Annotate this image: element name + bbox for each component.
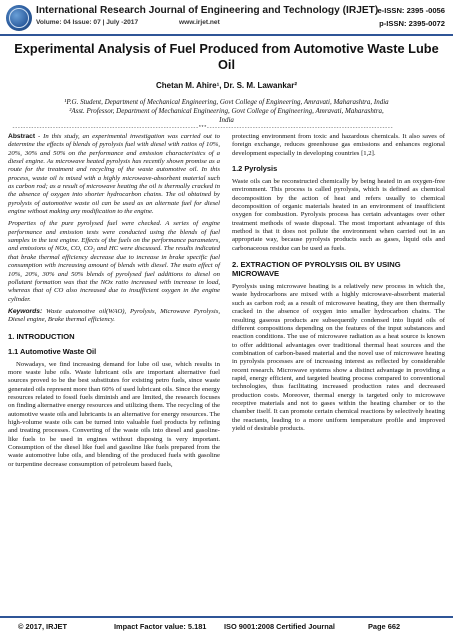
keywords-text: Waste automotive oil(WAO), Pyrolysis, Microwave Pyrolysis, Diesel engine, Brake thermal efficiency. [8,307,220,324]
section-separator: ---------------------------------------------------------------------***--------------------------------------------------------------------- [12,125,393,131]
paper-title: Experimental Analysis of Fuel Produced from Automotive Waste Lube Oil [14,41,439,72]
e-issn: e-ISSN: 2395 -0056 [377,6,445,15]
body-paragraph-continued: protecting environment from toxic and hazardous chemicals. It also saves of foreign exchange, reduces greenhouse gas emissions and enhances regional development especially in developing countries [1,2]. [232,133,445,157]
footer-divider [0,616,453,618]
journal-header [0,0,453,36]
subsection-heading-waste-oil: 1.1 Automotive Waste Oil [8,346,97,356]
footer-copyright: © 2017, IRJET [18,622,67,631]
affiliation-1: ¹P.G. Student, Department of Mechanical Engineering, Govt College of Engineering, Amravati, Maharashtra, India [64,98,389,106]
affiliation-2: ²Asst. Professor, Department of Mechanical Engineering, Govt College of Engineering, Amravati, Maharashtra, [69,107,384,115]
section-heading-extraction: 2. EXTRACTION OF PYROLYSIS OIL BY USING MICROWAVE [232,260,401,279]
keywords-label: Keywords: [8,307,43,315]
p-issn: p-ISSN: 2395-0072 [379,19,445,28]
right-column [232,133,445,437]
footer-iso: ISO 9001:2008 Certified Journal [224,622,335,631]
footer-page-number: Page 662 [368,622,401,631]
abstract-label: Abstract [8,133,36,140]
abstract-text: - In this study, an experimental investigation was carried out to determine the effects of blends of pyrolysis fuel with diesel with ratios of 10%, 20%, 30% and 50% on the performance and emission characteristics of a diesel engine. As microwave heated pyrolysis has recently shown promise as a route for the treatment and recycling of the waste automotive oil. In this process, waste oil is mixed with a highly microwave-absorbent material such as carbon rod; as a result of microwave heating the oil is thermally cracked in the absence of oxygen into shorter hydrocarbon chains. The oil obtained by pyrolysis of automotive waste oil can be used as an alternate fuel for diesel engine without making any modification to the engine. [8,133,220,216]
journal-title: International Research Journal of Engineering and Technology (IRJET) [36,5,379,16]
footer-impact-factor: Impact Factor value: 5.181 [114,622,207,631]
abstract-paragraph-2: Properties of the pure pyrolysed fuel were checked. A series of engine performance and emission tests were conducted using the blends of fuel samples in the test engine. Effects of the fuels on the performance parameters, and emissions of NOx, CO, CO₂ and HC were discussed. The results indicated that brake thermal efficiency decrease due to increase in brake specific fuel consumption with increasing amount of blends with diesel. The main effect of 10%, 20%, 30% and 50% blends of pyrolysed fuel additions to diesel on pollutant formation was that the NOx ratio increased with increase in load, whereas that of CO also increased due to insufficient oxygen in the engine cylinder. [8,220,220,303]
keywords-paragraph [8,308,220,325]
journal-url[interactable]: www.irjet.net [179,19,220,26]
body-paragraph-waste-oil: Nowadays, we find increasing demand for lube oil use, which results in more waste lube oils. Waste lubricant oils are important alternative fuel sources proved to be the best substitutes for existing petro fuels, since waste generated oils represent more than 60% of used lubricant oils. Since the energy resources related to fossil fuels diminish and are limited, the research focuses on finding alternative energy resources and utilizing them. The recycling of the automotive waste oils and lubricants is an alternative for energy resources. The high-volume waste oils can be turned into valuable fuel products by refining and treating processes. Converting of the waste oils into diesel and gasoline-like fuels to be used in engines without disposing is very important. Consumption of the diesel like fuel and gasoline like fuels prepared from the waste automotive lube oils, and blending of the produced fuels with gasoline or turpentine decrease consumption of petroleum based fuels, [8,360,220,468]
affiliation-2-country: India [219,116,234,124]
author-list: Chetan M. Ahire¹, Dr. S. M. Lawankar² [155,81,298,90]
body-paragraph-pyrolysis: Waste oils can be reconstructed chemically by being heated in an oxygen-free environment. This process is called pyrolysis, which is defined as chemical decomposition by the action of heat and refers usually to chemical decomposition of organic materials heated in an environment of insufficient oxygen for combustion. Pyrolysis process has certain advantages over other treatment methods of waste disposal. The most important advantage of this method is that it does not pollute the environment when carried out in an appropriate way, because pyrolysis products such as gases, liquid oils and carbonaceous residue can be used as fuels. [232,178,445,252]
page-footer [0,620,453,636]
abstract-paragraph [8,133,220,216]
volume-line [36,19,220,26]
volume-issue: Volume: 04 Issue: 07 | July -2017 [36,19,139,26]
subsection-heading-pyrolysis: 1.2 Pyrolysis [232,164,278,174]
body-paragraph-microwave: Pyrolysis using microwave heating is a relatively new process in which the, waste hydrocarbons are mixed with a highly microwave-absorbent material such as carbon rod; as a result of microwave heating, they are then thermally cracked in the absence of oxygen into smaller hydrocarbon chains. The resulting gaseous products are subsequently condensed into liquid oils of different compositions depending on the features of the input substances and reaction conditions. The use of microwave radiation as a heat source is known to offer additional advantages over traditional thermal heat sources and the combination of carbon-based material and the novel use of microwave heating in pyrolysis processes are of increasing interest as reflected by considerable recent research. Microwave systems show a distinct advantage in providing a rapid, energy efficient, and targeted heating process compared to conventional technologies, thus facilitating increased production rates and decreased production costs. Moreover, thermal energy is targeted only to microwave receptive materials and not to gases within the heating chamber or to the chamber itself. It can promote certain chemical reactions by selectively heating the reactants, leading to a more uniform temperature profile and improved yield of desirable products. [232,283,445,432]
header-divider [0,34,453,36]
section-heading-introduction: 1. INTRODUCTION [8,331,75,341]
irjet-logo [6,5,32,31]
left-column [8,133,220,473]
